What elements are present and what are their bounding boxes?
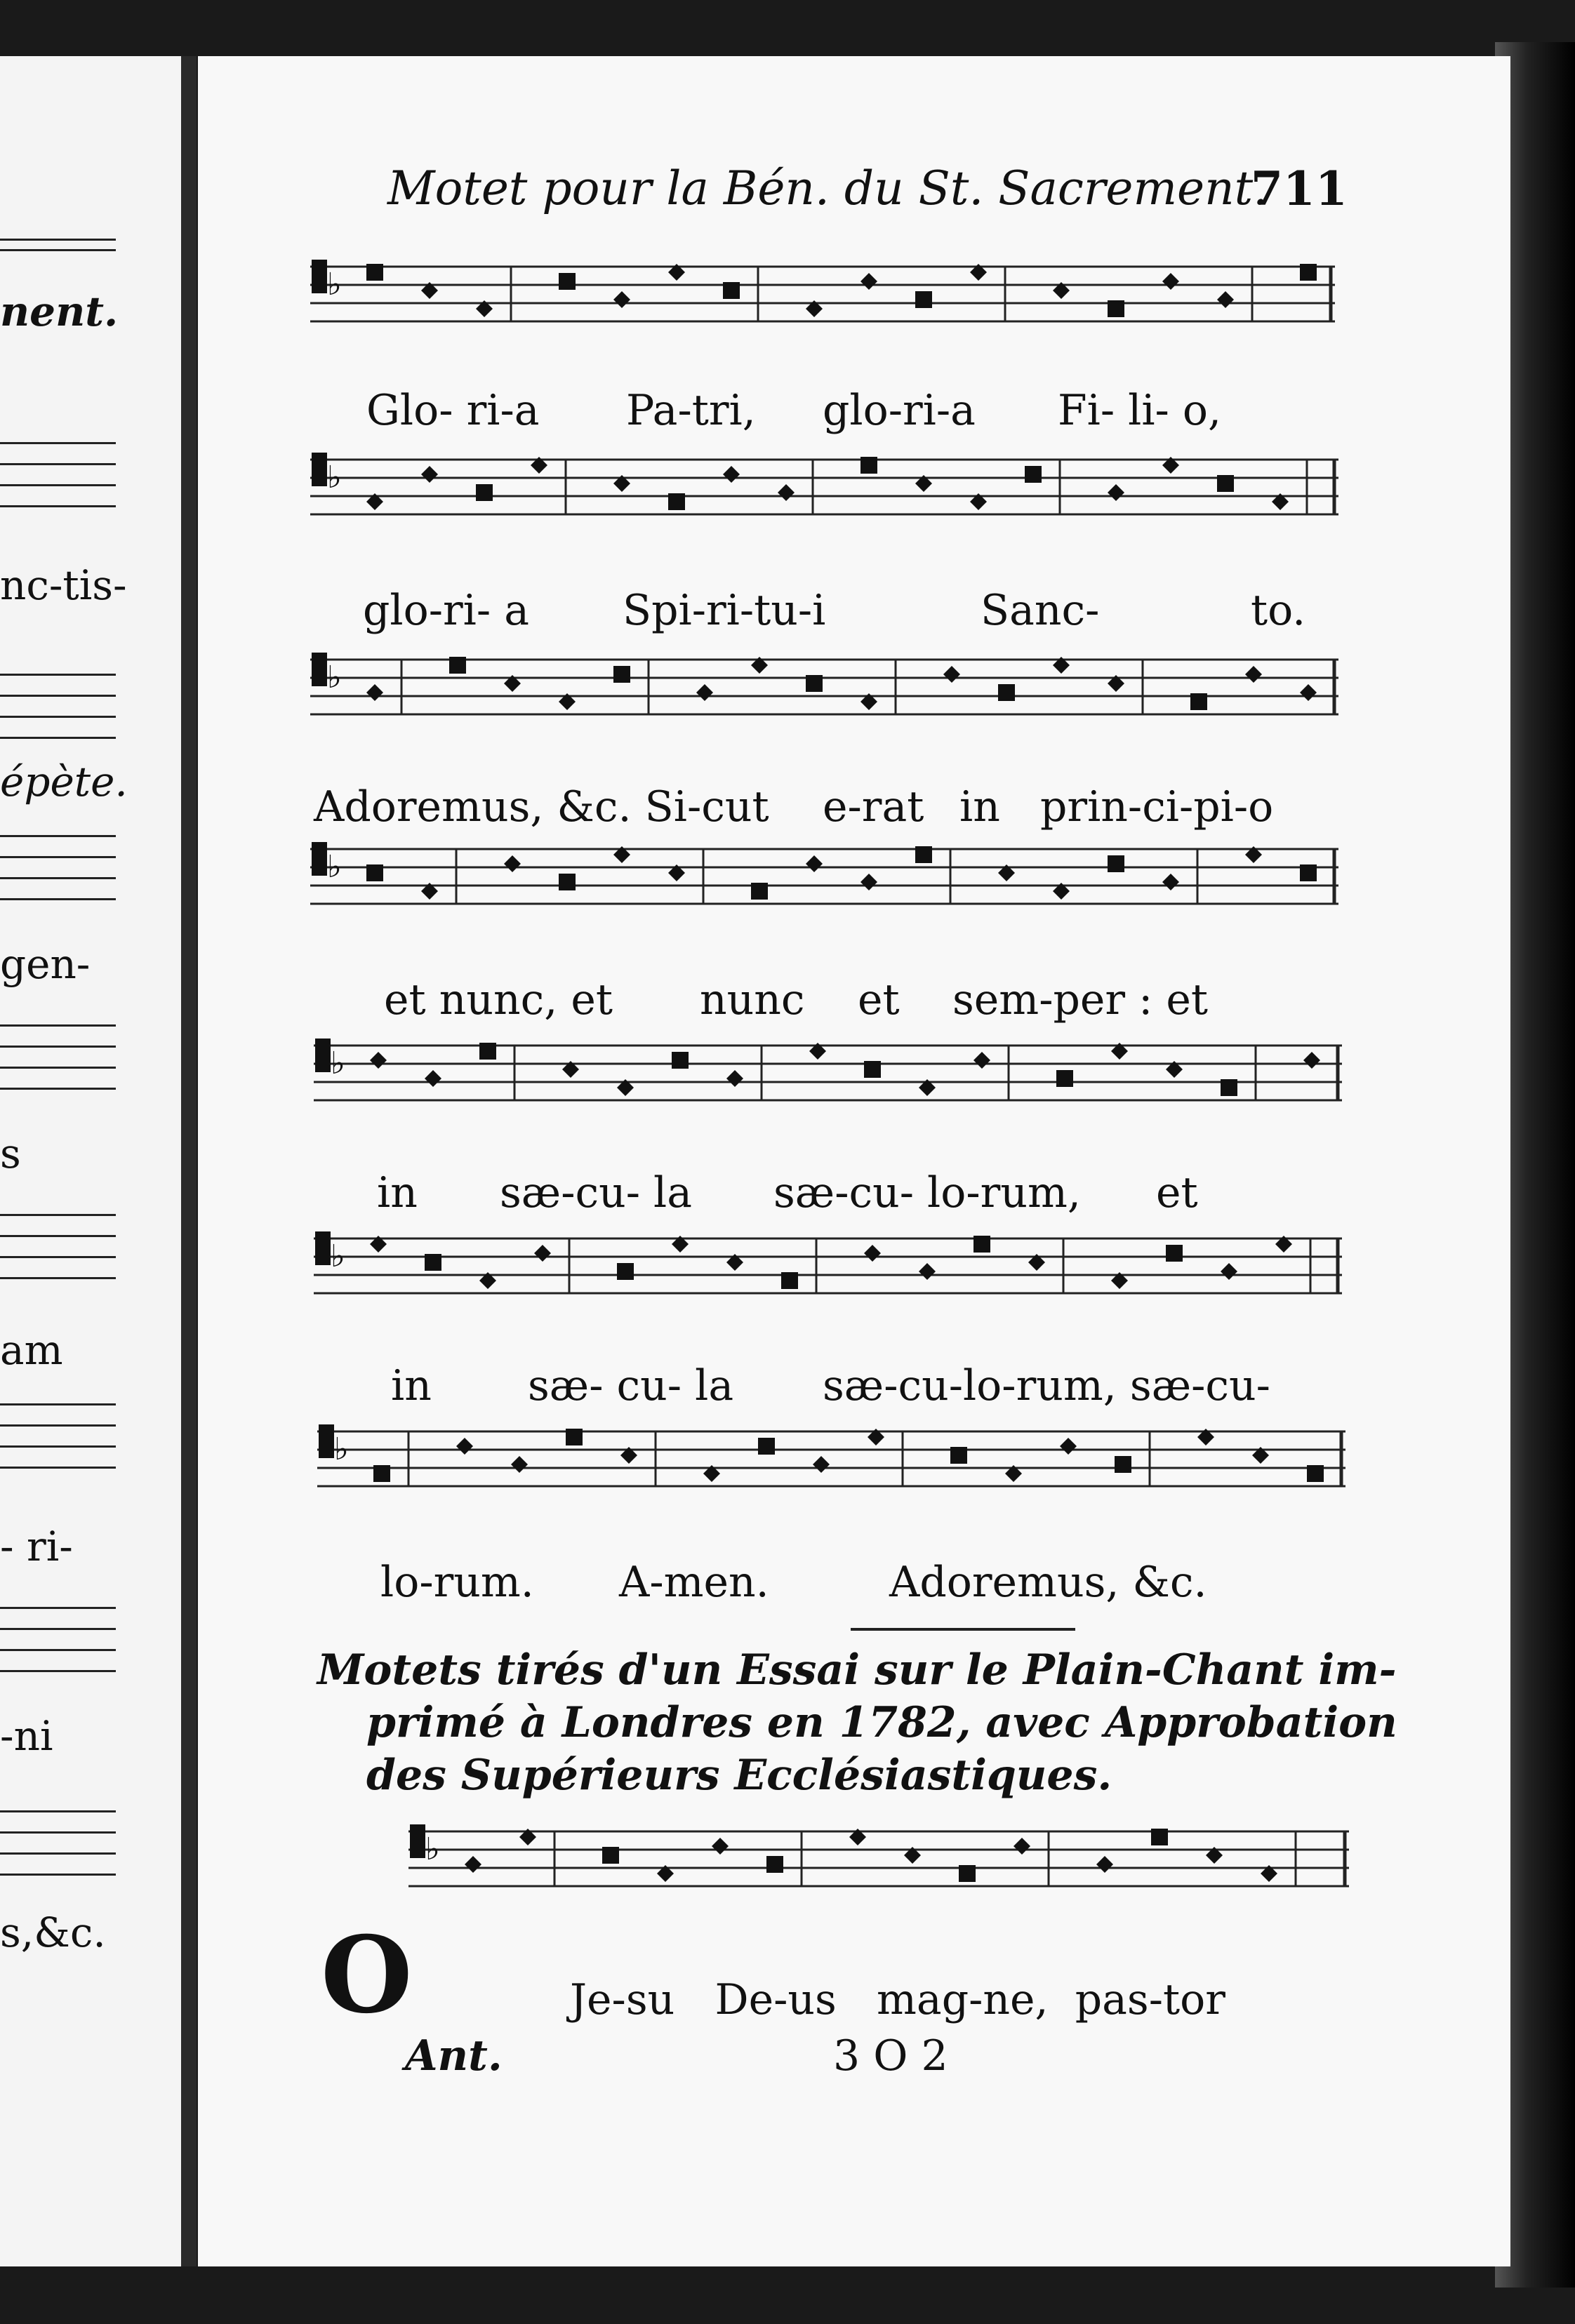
lyric-syllable: et nunc, et (384, 975, 613, 1024)
lyric-syllable: Adoremus, &c. Si-cut (314, 782, 769, 832)
left-text-fragment: épète. (0, 758, 128, 806)
lyric-syllable: Sanc- (981, 586, 1100, 635)
book-spine (181, 56, 197, 2266)
lyric-syllable: prin-ci-pi-o (1040, 782, 1274, 832)
antiphon-lyrics: Je-su De-us mag-ne, pas-tor (570, 1975, 1225, 2024)
chant-note (751, 883, 768, 900)
chant-note (602, 1847, 619, 1864)
chant-note (504, 855, 521, 872)
left-text-fragment: gen- (0, 940, 91, 988)
lyric-syllable: glo-ri- a (363, 586, 529, 635)
chant-note (1056, 1070, 1073, 1087)
chant-note (1217, 291, 1234, 308)
lyric-syllable: e-rat (823, 782, 924, 832)
chant-note (425, 1070, 441, 1087)
chant-note (864, 1061, 881, 1078)
chant-note (366, 864, 383, 881)
chant-note (1217, 475, 1234, 492)
chant-note (465, 1856, 481, 1873)
clef-mark (315, 1231, 331, 1265)
lyric-syllable: Adoremus, &c. (889, 1558, 1207, 1607)
chant-note (476, 484, 493, 501)
lyric-syllable: sæ-cu-lo-rum, sæ-cu- (823, 1361, 1270, 1410)
chant-note (534, 1245, 551, 1262)
chant-note (613, 291, 630, 308)
chant-note (973, 1236, 990, 1253)
lyric-syllable: lo-rum. (380, 1558, 534, 1607)
chant-note (449, 657, 466, 674)
lyric-syllable: et (1156, 1168, 1198, 1217)
chant-note (806, 675, 823, 692)
left-page (0, 56, 188, 2266)
chant-note (566, 1429, 583, 1445)
chant-note (1014, 1838, 1030, 1855)
chant-note (511, 1456, 528, 1473)
chant-note (366, 264, 383, 281)
left-text-fragment: nc-tis- (0, 561, 127, 609)
chant-note (915, 846, 932, 863)
clef-mark (312, 653, 327, 686)
left-staff-fragment (0, 1207, 116, 1277)
chant-note (973, 1052, 990, 1069)
chant-note (1221, 1263, 1237, 1280)
lyric-syllable: et (858, 975, 900, 1024)
lyric-syllable: glo-ri-a (823, 386, 976, 435)
lyric-syllable: Spi-ri-tu-i (623, 586, 826, 635)
chant-note (959, 1865, 976, 1882)
lyric-syllable: sæ-cu- la (500, 1168, 693, 1217)
chant-note (860, 874, 877, 890)
note-line: primé à Londres en 1782, avec Approbation (366, 1698, 1397, 1747)
clef-mark (312, 260, 327, 293)
left-staff-fragment (0, 828, 116, 898)
left-text-fragment: -ni (0, 1712, 53, 1760)
chant-note (1108, 855, 1124, 872)
lyric-syllable: to. (1251, 586, 1306, 635)
chant-note (778, 484, 795, 501)
chant-note (998, 684, 1015, 701)
note-line: des Supérieurs Ecclésiastiques. (366, 1751, 1112, 1800)
left-text-fragment: am (0, 1326, 63, 1374)
chant-note (1025, 466, 1042, 483)
chant-note (915, 291, 932, 308)
chant-note (919, 1263, 936, 1280)
chant-note (559, 874, 576, 890)
flat-sign: ♭ (331, 1239, 345, 1274)
left-staff-fragment (0, 1017, 116, 1088)
chant-note (425, 1254, 441, 1271)
left-staff-fragment (0, 667, 116, 737)
clef-mark (315, 1039, 331, 1072)
lyric-syllable: Fi- li- o, (1058, 386, 1222, 435)
chant-note (366, 684, 383, 701)
chant-note (370, 1052, 387, 1069)
signature-mark: 3 O 2 (833, 2031, 948, 2081)
note-line: Motets tirés d'un Essai sur le Plain-Chant im- (317, 1645, 1397, 1695)
chant-note (950, 1447, 967, 1464)
left-text-fragment: - ri- (0, 1523, 73, 1570)
chant-note (668, 493, 685, 510)
chant-note (860, 457, 877, 474)
chant-note (1300, 864, 1317, 881)
chant-note (726, 1070, 743, 1087)
section-rule (851, 1628, 1075, 1631)
clef-mark (312, 842, 327, 876)
lyric-syllable: in (377, 1168, 418, 1217)
clef-mark (312, 453, 327, 486)
lyric-syllable: nunc (700, 975, 805, 1024)
chant-note (1162, 273, 1179, 290)
chant-note (696, 684, 713, 701)
chant-note (712, 1838, 729, 1855)
chant-note (1307, 1465, 1324, 1482)
chant-note (1162, 874, 1179, 890)
chant-note (864, 1245, 881, 1262)
chant-note (1300, 264, 1317, 281)
chant-note (1060, 1438, 1077, 1455)
flat-sign: ♭ (425, 1832, 440, 1866)
running-header: Motet pour la Bén. du St. Sacrement. (387, 161, 1268, 215)
chant-note (1221, 1079, 1237, 1096)
drop-cap-initial: O (321, 1914, 413, 2037)
chant-note (559, 273, 576, 290)
lyric-syllable: sæ- cu- la (528, 1361, 734, 1410)
clef-mark (410, 1824, 425, 1858)
chant-note (479, 1043, 496, 1060)
lyric-syllable: Pa-tri, (626, 386, 756, 435)
chant-note (1108, 300, 1124, 317)
chant-note (723, 282, 740, 299)
left-staff-fragment (0, 435, 116, 505)
lyric-syllable: in (959, 782, 1000, 832)
chant-note (456, 1438, 473, 1455)
antiphon-label: Ant. (405, 2031, 503, 2081)
chant-note (373, 1465, 390, 1482)
left-staff-fragment (0, 1600, 116, 1670)
lyric-syllable: Glo- ri-a (366, 386, 540, 435)
chant-note (1166, 1245, 1183, 1262)
chant-note (1190, 693, 1207, 710)
chant-note (1108, 484, 1124, 501)
left-text-fragment: nent. (0, 288, 119, 335)
chant-note (1245, 666, 1262, 683)
flat-sign: ♭ (327, 460, 342, 495)
lyric-syllable: sæ-cu- lo-rum, (773, 1168, 1081, 1217)
flat-sign: ♭ (334, 1432, 349, 1467)
chant-note (813, 1456, 830, 1473)
chant-note (766, 1856, 783, 1873)
lyric-syllable: in (391, 1361, 432, 1410)
chant-note (421, 466, 438, 483)
chant-note (806, 855, 823, 872)
chant-note (860, 273, 877, 290)
flat-sign: ♭ (331, 1046, 345, 1081)
chant-note (1303, 1052, 1320, 1069)
chant-note (781, 1272, 798, 1289)
chant-note (1115, 1456, 1131, 1473)
right-page (198, 56, 1510, 2266)
chant-note (672, 1052, 689, 1069)
left-text-fragment: s (0, 1130, 21, 1177)
flat-sign: ♭ (327, 267, 342, 302)
left-staff-fragment (0, 1396, 116, 1467)
lyric-syllable: sem-per : et (952, 975, 1209, 1024)
chant-note (1151, 1829, 1168, 1845)
chant-note (1096, 1856, 1113, 1873)
chant-note (723, 466, 740, 483)
chant-note (943, 666, 960, 683)
flat-sign: ♭ (327, 660, 342, 695)
left-text-fragment: s,&c. (0, 1909, 106, 1956)
chant-note (613, 666, 630, 683)
flat-sign: ♭ (327, 850, 342, 884)
chant-note (617, 1263, 634, 1280)
chant-note (758, 1438, 775, 1455)
page-number: 711 (1251, 161, 1348, 216)
clef-mark (319, 1424, 334, 1458)
left-staff-fragment (0, 1803, 116, 1874)
chant-note (1300, 684, 1317, 701)
lyric-syllable: A-men. (619, 1558, 769, 1607)
